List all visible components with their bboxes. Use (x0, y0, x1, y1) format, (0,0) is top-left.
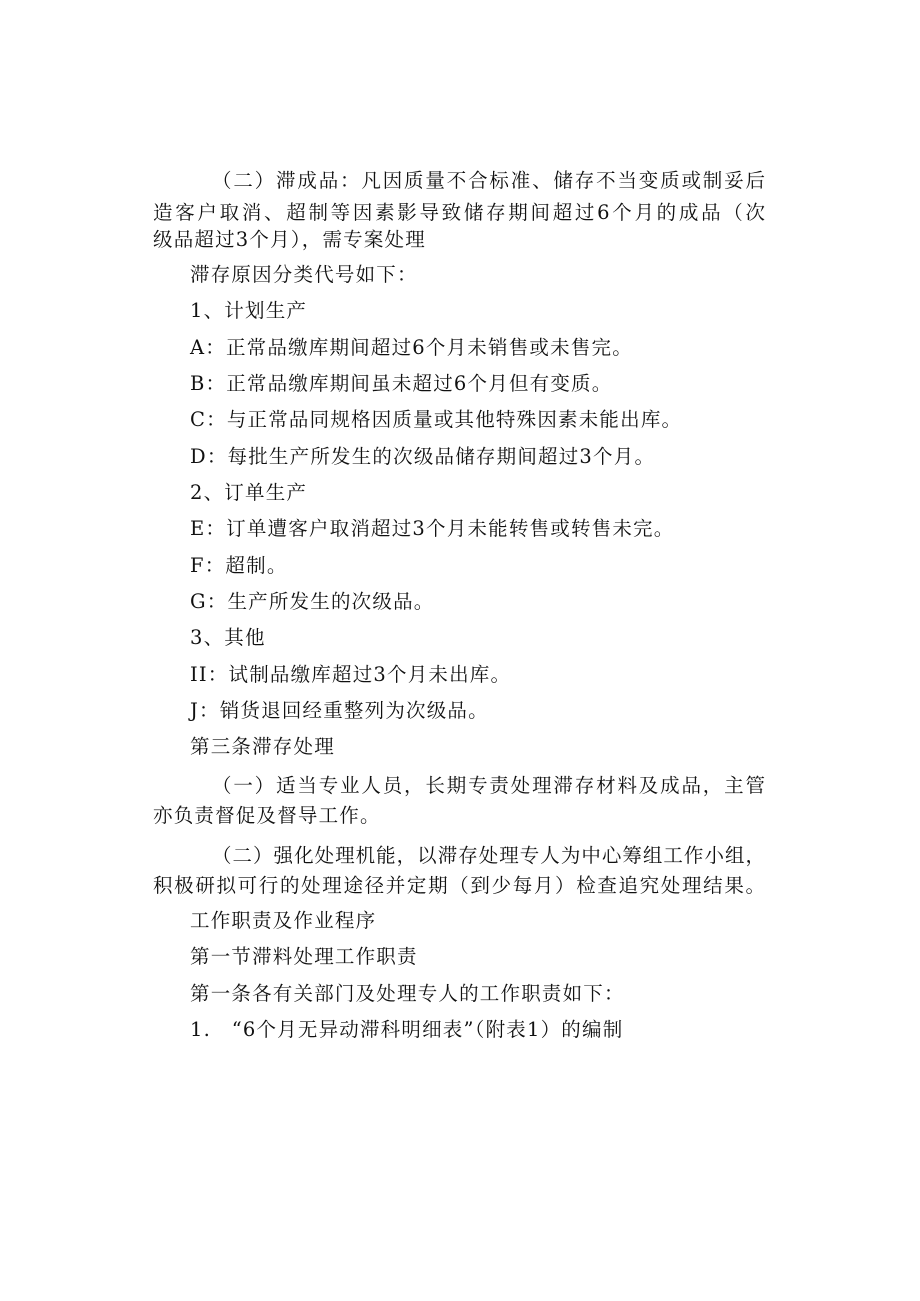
list-item: B：正常品缴库期间虽未超过6个月但有变质。 (190, 372, 613, 395)
paragraph-line: （二）滞成品：凡因质量不合标准、储存不当变质或制妥后 (212, 169, 765, 192)
paragraph-line: （一）适当专业人员，长期专责处理滞存材料及成品，主管 (212, 774, 765, 797)
list-item: G：生产所发生的次级品。 (190, 590, 435, 613)
list-item: J：销货退回经重整列为次级品。 (190, 699, 489, 722)
list-item: II：试制品缴库超过3个月未出库。 (190, 663, 512, 686)
list-item: C：与正常品同规格因质量或其他特殊因素未能出库。 (190, 408, 683, 431)
list-heading: 2、订单生产 (190, 481, 308, 504)
list-item: E：订单遭客户取消超过3个月未能转售或转售未完。 (190, 517, 675, 540)
list-item: A：正常品缴库期间超过6个月未销售或未售完。 (190, 336, 633, 359)
list-item: 1. “6个月无异动滞科明细表”（附表1）的编制 (190, 1018, 624, 1041)
list-heading: 1、计划生产 (190, 299, 308, 322)
article-heading: 第三条滞存处理 (190, 735, 335, 758)
paragraph-line: 亦负责督促及督导工作。 (153, 804, 381, 827)
paragraph-line: 造客户取消、超制等因素影导致储存期间超过6个月的成品（次 (153, 201, 765, 224)
section-heading: 工作职责及作业程序 (190, 909, 377, 932)
list-item: F：超制。 (190, 554, 288, 577)
list-heading: 3、其他 (190, 626, 266, 649)
section-heading: 第一节滞料处理工作职责 (190, 945, 418, 968)
paragraph-line: 积极研拟可行的处理途径并定期（到少每月）检查追究处理结果。 (153, 874, 765, 897)
paragraph-line: 级品超过3个月），需专案处理 (153, 228, 426, 251)
paragraph-line: （二）强化处理机能，以滞存处理专人为中心筹组工作小组， (212, 844, 765, 867)
list-item: D：每批生产所发生的次级品储存期间超过3个月。 (190, 445, 656, 468)
article-heading: 第一条各有关部门及处理专人的工作职责如下： (190, 982, 625, 1005)
section-heading: 滞存原因分类代号如下： (190, 263, 418, 286)
